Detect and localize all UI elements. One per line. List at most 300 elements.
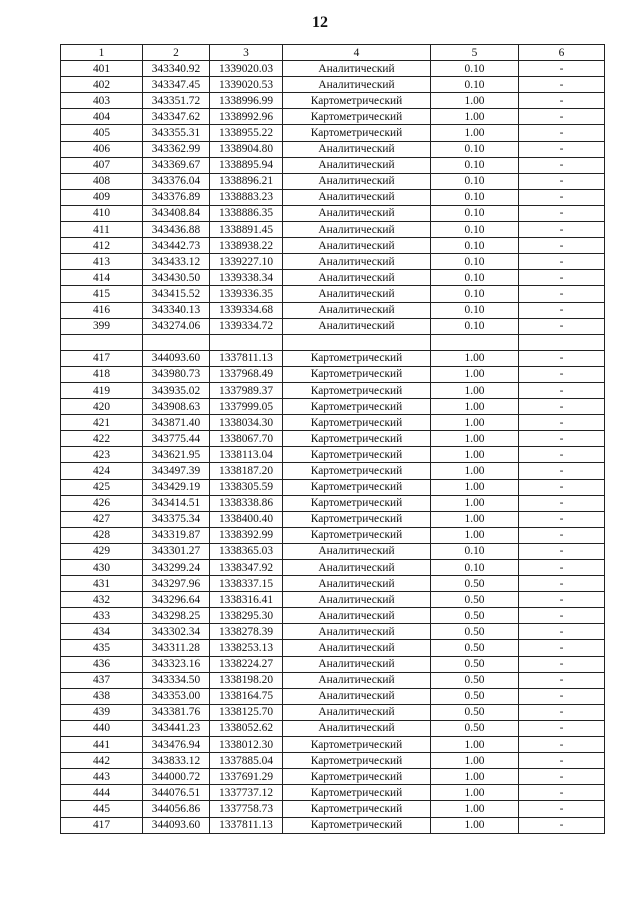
table-cell: 1338895.94: [210, 157, 283, 173]
table-row: [61, 527, 605, 543]
table-cell: Аналитический: [283, 173, 431, 189]
table-cell: Аналитический: [283, 624, 431, 640]
table-cell: 343908.63: [143, 399, 210, 415]
table-cell: 1337885.04: [210, 753, 283, 769]
table-row: [61, 93, 605, 109]
table-cell: 1339338.34: [210, 270, 283, 286]
table-cell: 1338337.15: [210, 576, 283, 592]
table-row: [61, 415, 605, 431]
table-cell: 1.00: [431, 125, 519, 141]
table-cell: 343362.99: [143, 141, 210, 157]
table-cell: 1338295.30: [210, 608, 283, 624]
table-cell: 416: [61, 302, 143, 318]
table-cell: Картометрический: [283, 125, 431, 141]
table-cell: 404: [61, 109, 143, 125]
table-cell: 1338253.13: [210, 640, 283, 656]
table-cell: 435: [61, 640, 143, 656]
table-cell: 1338012.30: [210, 737, 283, 753]
table-cell: 343442.73: [143, 238, 210, 254]
table-cell: -: [519, 656, 605, 672]
table-cell: 344076.51: [143, 785, 210, 801]
table-cell: [519, 334, 605, 350]
table-row: [61, 785, 605, 801]
table-cell: 1.00: [431, 817, 519, 833]
table-cell: Картометрический: [283, 785, 431, 801]
table-cell: 0.50: [431, 704, 519, 720]
table-row: [61, 382, 605, 398]
table-cell: Аналитический: [283, 205, 431, 221]
table-cell: 0.50: [431, 688, 519, 704]
table-cell: 1337811.13: [210, 817, 283, 833]
table-cell: -: [519, 415, 605, 431]
table-cell: 432: [61, 592, 143, 608]
table-cell: 0.10: [431, 157, 519, 173]
table-cell: 0.10: [431, 173, 519, 189]
table-cell: 418: [61, 366, 143, 382]
table-cell: 0.10: [431, 318, 519, 334]
table-cell: -: [519, 720, 605, 736]
table-cell: 438: [61, 688, 143, 704]
table-header-row: [61, 45, 605, 61]
table-cell: -: [519, 447, 605, 463]
table-cell: 429: [61, 543, 143, 559]
table-row: [61, 238, 605, 254]
table-cell: 343497.39: [143, 463, 210, 479]
table-cell: 0.10: [431, 77, 519, 93]
table-row: [61, 640, 605, 656]
table-cell: 0.50: [431, 656, 519, 672]
table-cell: 343621.95: [143, 447, 210, 463]
table-cell: 1337691.29: [210, 769, 283, 785]
table-row: [61, 189, 605, 205]
table-cell: 0.10: [431, 189, 519, 205]
table-cell: 343476.94: [143, 737, 210, 753]
table-cell: 1.00: [431, 737, 519, 753]
table-cell: 0.50: [431, 624, 519, 640]
table-cell: 405: [61, 125, 143, 141]
table-cell: 427: [61, 511, 143, 527]
column-header: 1: [61, 45, 143, 61]
table-cell: Аналитический: [283, 286, 431, 302]
table-cell: Аналитический: [283, 592, 431, 608]
column-header: 3: [210, 45, 283, 61]
table-cell: Картометрический: [283, 431, 431, 447]
table-cell: 0.10: [431, 560, 519, 576]
table-cell: 1.00: [431, 447, 519, 463]
table-cell: 1338904.80: [210, 141, 283, 157]
coordinates-table: [60, 44, 605, 834]
table-cell: 406: [61, 141, 143, 157]
table-cell: 1337989.37: [210, 382, 283, 398]
table-cell: -: [519, 302, 605, 318]
table-cell: 1338278.39: [210, 624, 283, 640]
table-cell: 0.50: [431, 592, 519, 608]
table-cell: 1.00: [431, 431, 519, 447]
table-cell: -: [519, 576, 605, 592]
table-cell: 1338338.86: [210, 495, 283, 511]
table-cell: -: [519, 222, 605, 238]
table-cell: 0.10: [431, 254, 519, 270]
table-cell: -: [519, 608, 605, 624]
table-cell: -: [519, 527, 605, 543]
table-cell: -: [519, 672, 605, 688]
table-cell: -: [519, 125, 605, 141]
table-cell: 343833.12: [143, 753, 210, 769]
table-cell: -: [519, 463, 605, 479]
table-cell: 343301.27: [143, 543, 210, 559]
table-cell: 399: [61, 318, 143, 334]
table-cell: 343311.28: [143, 640, 210, 656]
table-cell: 1338125.70: [210, 704, 283, 720]
table-cell: [283, 334, 431, 350]
table-cell: 437: [61, 672, 143, 688]
table-cell: 443: [61, 769, 143, 785]
table-cell: Картометрический: [283, 109, 431, 125]
table-cell: 1338198.20: [210, 672, 283, 688]
table-cell: Картометрический: [283, 382, 431, 398]
table-cell: -: [519, 624, 605, 640]
table-cell: 343408.84: [143, 205, 210, 221]
table-cell: -: [519, 254, 605, 270]
table-cell: 423: [61, 447, 143, 463]
table-cell: -: [519, 495, 605, 511]
table-cell: 0.10: [431, 222, 519, 238]
table-cell: -: [519, 704, 605, 720]
table-cell: 343430.50: [143, 270, 210, 286]
table-row: [61, 495, 605, 511]
table-cell: 403: [61, 93, 143, 109]
table-cell: 1.00: [431, 109, 519, 125]
table-cell: -: [519, 270, 605, 286]
table-cell: 343369.67: [143, 157, 210, 173]
table-row: [61, 704, 605, 720]
table-cell: -: [519, 173, 605, 189]
table-cell: 1.00: [431, 801, 519, 817]
table-cell: 1338224.27: [210, 656, 283, 672]
table-cell: 1338996.99: [210, 93, 283, 109]
table-cell: 343298.25: [143, 608, 210, 624]
table-cell: 343376.89: [143, 189, 210, 205]
table-row: [61, 222, 605, 238]
table-cell: 1338992.96: [210, 109, 283, 125]
table-cell: Аналитический: [283, 61, 431, 77]
table-row: [61, 286, 605, 302]
table-row: [61, 125, 605, 141]
table-cell: 0.10: [431, 302, 519, 318]
table-cell: 0.50: [431, 576, 519, 592]
table-cell: 414: [61, 270, 143, 286]
table-cell: Аналитический: [283, 254, 431, 270]
table-cell: 410: [61, 205, 143, 221]
table-cell: 1.00: [431, 93, 519, 109]
table-cell: [61, 334, 143, 350]
table-cell: -: [519, 109, 605, 125]
table-cell: Аналитический: [283, 560, 431, 576]
table-cell: 343340.92: [143, 61, 210, 77]
table-cell: Картометрический: [283, 527, 431, 543]
table-cell: 343340.13: [143, 302, 210, 318]
table-cell: 413: [61, 254, 143, 270]
table-cell: Аналитический: [283, 672, 431, 688]
table-cell: 1.00: [431, 479, 519, 495]
table-row: [61, 624, 605, 640]
table-row: [61, 431, 605, 447]
table-cell: Картометрический: [283, 93, 431, 109]
table-cell: 1338164.75: [210, 688, 283, 704]
table-cell: Картометрический: [283, 415, 431, 431]
table-row: [61, 109, 605, 125]
table-row: [61, 157, 605, 173]
table-cell: 0.50: [431, 608, 519, 624]
table-cell: Аналитический: [283, 640, 431, 656]
table-cell: 343429.19: [143, 479, 210, 495]
table-cell: 1337968.49: [210, 366, 283, 382]
table-row: [61, 688, 605, 704]
table-cell: -: [519, 431, 605, 447]
table-cell: -: [519, 382, 605, 398]
table-cell: 1338305.59: [210, 479, 283, 495]
table-cell: Аналитический: [283, 270, 431, 286]
table-cell: 1.00: [431, 350, 519, 366]
table-cell: Аналитический: [283, 318, 431, 334]
table-cell: 1339334.68: [210, 302, 283, 318]
table-cell: 434: [61, 624, 143, 640]
table-cell: 1.00: [431, 753, 519, 769]
table-row: [61, 77, 605, 93]
table-cell: 442: [61, 753, 143, 769]
table-cell: 1.00: [431, 511, 519, 527]
table-cell: 0.50: [431, 672, 519, 688]
table-cell: 1337999.05: [210, 399, 283, 415]
table-cell: 343935.02: [143, 382, 210, 398]
table-cell: 343323.16: [143, 656, 210, 672]
table-cell: -: [519, 753, 605, 769]
table-row: [61, 350, 605, 366]
table-cell: Картометрический: [283, 479, 431, 495]
table-cell: 343381.76: [143, 704, 210, 720]
table-cell: 1338365.03: [210, 543, 283, 559]
table-row: [61, 801, 605, 817]
table-body: [61, 61, 605, 834]
table-cell: 1.00: [431, 769, 519, 785]
page-number: 12: [312, 14, 328, 31]
table-cell: -: [519, 318, 605, 334]
table-cell: Аналитический: [283, 656, 431, 672]
table-cell: -: [519, 640, 605, 656]
table-cell: 426: [61, 495, 143, 511]
table-cell: Картометрический: [283, 769, 431, 785]
table-cell: -: [519, 801, 605, 817]
table-cell: Картометрический: [283, 350, 431, 366]
table-cell: 1338891.45: [210, 222, 283, 238]
table-cell: Аналитический: [283, 238, 431, 254]
table-row: [61, 479, 605, 495]
table-row: [61, 173, 605, 189]
table-cell: 343347.62: [143, 109, 210, 125]
table-row: [61, 302, 605, 318]
table-row: [61, 576, 605, 592]
table-cell: 343353.00: [143, 688, 210, 704]
table-cell: 343414.51: [143, 495, 210, 511]
table-cell: -: [519, 93, 605, 109]
table-row: [61, 656, 605, 672]
table-cell: 1.00: [431, 382, 519, 398]
table-cell: -: [519, 817, 605, 833]
table-row: [61, 672, 605, 688]
table-cell: -: [519, 286, 605, 302]
table-cell: 412: [61, 238, 143, 254]
table-cell: 1.00: [431, 415, 519, 431]
table-cell: Аналитический: [283, 189, 431, 205]
table-row: [61, 608, 605, 624]
table-cell: Аналитический: [283, 704, 431, 720]
table-cell: 1.00: [431, 527, 519, 543]
table-cell: 343441.23: [143, 720, 210, 736]
table-cell: Аналитический: [283, 720, 431, 736]
table-cell: 1338052.62: [210, 720, 283, 736]
table-cell: 1339336.35: [210, 286, 283, 302]
table-cell: 343297.96: [143, 576, 210, 592]
table-cell: 440: [61, 720, 143, 736]
table-row: [61, 318, 605, 334]
table-cell: Аналитический: [283, 576, 431, 592]
table-cell: 1338400.40: [210, 511, 283, 527]
table-cell: 1339334.72: [210, 318, 283, 334]
table-cell: 0.50: [431, 720, 519, 736]
table-cell: 1339020.53: [210, 77, 283, 93]
table-cell: -: [519, 560, 605, 576]
table-cell: 1338113.04: [210, 447, 283, 463]
table-row: [61, 511, 605, 527]
table-cell: 428: [61, 527, 143, 543]
table-cell: -: [519, 61, 605, 77]
table-cell: Картометрический: [283, 753, 431, 769]
table-cell: -: [519, 769, 605, 785]
table-cell: Аналитический: [283, 157, 431, 173]
table-cell: -: [519, 350, 605, 366]
table-cell: 1338955.22: [210, 125, 283, 141]
table-cell: 1.00: [431, 495, 519, 511]
table-cell: 343347.45: [143, 77, 210, 93]
table-cell: 1.00: [431, 785, 519, 801]
table-cell: 1338896.21: [210, 173, 283, 189]
table-cell: 415: [61, 286, 143, 302]
table-cell: 343302.34: [143, 624, 210, 640]
table-cell: 1.00: [431, 463, 519, 479]
table-cell: 344000.72: [143, 769, 210, 785]
table-cell: -: [519, 737, 605, 753]
table-cell: 0.10: [431, 270, 519, 286]
table-cell: Аналитический: [283, 608, 431, 624]
table-cell: 343351.72: [143, 93, 210, 109]
table-cell: 344056.86: [143, 801, 210, 817]
table-cell: 0.10: [431, 205, 519, 221]
table-cell: -: [519, 157, 605, 173]
table-cell: 343775.44: [143, 431, 210, 447]
table-cell: Картометрический: [283, 511, 431, 527]
table-cell: 421: [61, 415, 143, 431]
table-cell: 1338316.41: [210, 592, 283, 608]
table-row: [61, 560, 605, 576]
table-cell: Аналитический: [283, 302, 431, 318]
table-cell: 343376.04: [143, 173, 210, 189]
table-cell: 343319.87: [143, 527, 210, 543]
table-cell: Аналитический: [283, 222, 431, 238]
table-cell: -: [519, 785, 605, 801]
table-cell: 1338034.30: [210, 415, 283, 431]
table-cell: 1.00: [431, 399, 519, 415]
table-cell: 1.00: [431, 366, 519, 382]
table-cell: -: [519, 238, 605, 254]
table-cell: -: [519, 511, 605, 527]
table-cell: 343433.12: [143, 254, 210, 270]
table-cell: 343980.73: [143, 366, 210, 382]
table-row: [61, 720, 605, 736]
table-cell: 439: [61, 704, 143, 720]
table-cell: 1338392.99: [210, 527, 283, 543]
table-row: [61, 205, 605, 221]
table-cell: 0.10: [431, 286, 519, 302]
table-cell: 401: [61, 61, 143, 77]
table-row: [61, 141, 605, 157]
table-cell: 407: [61, 157, 143, 173]
table-cell: 1338187.20: [210, 463, 283, 479]
table-cell: Аналитический: [283, 141, 431, 157]
table-cell: 431: [61, 576, 143, 592]
table-cell: Аналитический: [283, 543, 431, 559]
table-cell: 1338886.35: [210, 205, 283, 221]
table-cell: 417: [61, 817, 143, 833]
table-row: [61, 592, 605, 608]
table-cell: 1338067.70: [210, 431, 283, 447]
table-cell: 343299.24: [143, 560, 210, 576]
table-cell: [431, 334, 519, 350]
table-cell: -: [519, 366, 605, 382]
table-cell: 444: [61, 785, 143, 801]
table-cell: 344093.60: [143, 350, 210, 366]
table-cell: 1337811.13: [210, 350, 283, 366]
table-cell: Картометрический: [283, 463, 431, 479]
table-row: [61, 334, 605, 350]
table-cell: 0.10: [431, 238, 519, 254]
table-cell: 343871.40: [143, 415, 210, 431]
table-cell: 1338938.22: [210, 238, 283, 254]
table-cell: Картометрический: [283, 495, 431, 511]
table-cell: 433: [61, 608, 143, 624]
table-cell: 1338347.92: [210, 560, 283, 576]
table-cell: -: [519, 77, 605, 93]
table-row: [61, 769, 605, 785]
table-cell: 408: [61, 173, 143, 189]
table-cell: 1339227.10: [210, 254, 283, 270]
table-cell: -: [519, 543, 605, 559]
table-cell: 402: [61, 77, 143, 93]
table-row: [61, 399, 605, 415]
table-row: [61, 366, 605, 382]
table-cell: -: [519, 479, 605, 495]
table-cell: 409: [61, 189, 143, 205]
table-cell: 0.10: [431, 141, 519, 157]
table-cell: Картометрический: [283, 737, 431, 753]
table-cell: 0.50: [431, 640, 519, 656]
table-cell: 0.10: [431, 543, 519, 559]
table-cell: Картометрический: [283, 447, 431, 463]
table-cell: Аналитический: [283, 77, 431, 93]
table-row: [61, 463, 605, 479]
table-cell: 1339020.03: [210, 61, 283, 77]
table-cell: 343436.88: [143, 222, 210, 238]
column-header: 2: [143, 45, 210, 61]
